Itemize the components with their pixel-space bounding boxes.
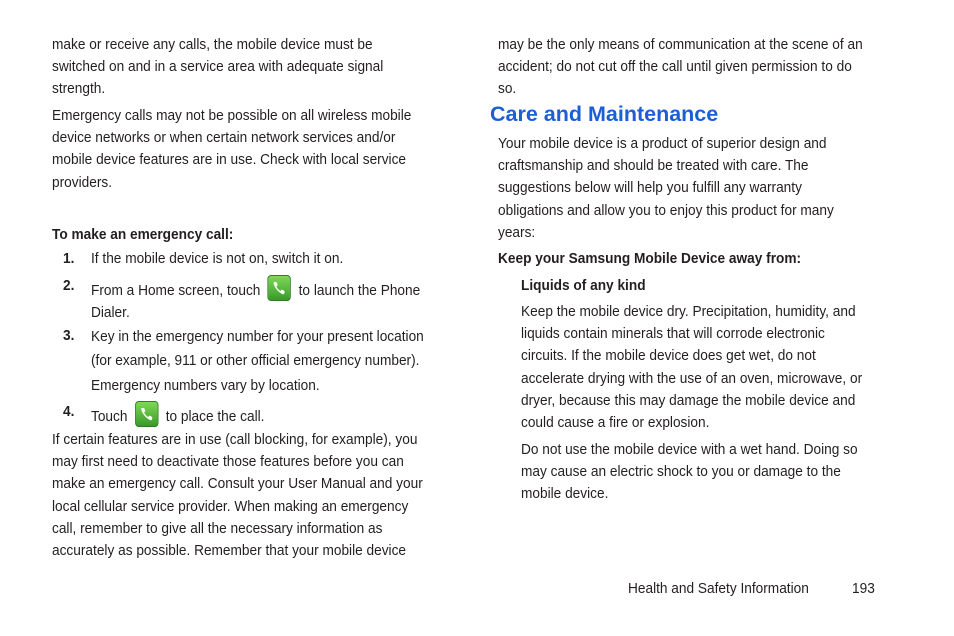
emergency-call-subheading: To make an emergency call: bbox=[52, 226, 234, 243]
left-paragraph-1: make or receive any calls, the mobile device must be switched on and in a service area with adequate signal strength. bbox=[52, 36, 384, 98]
step-2-text: From a Home screen, touch to launch the Phone Dialer. bbox=[91, 275, 420, 324]
care-maintenance-heading: Care and Maintenance bbox=[490, 102, 719, 126]
footer-section-title: Health and Safety Information bbox=[628, 580, 809, 597]
page-number: 193 bbox=[852, 580, 875, 597]
liquids-subheading: Liquids of any kind bbox=[521, 277, 646, 294]
step-1-text: If the mobile device is not on, switch it on. bbox=[91, 250, 344, 267]
care-intro-paragraph: Your mobile device is a product of superior design and craftsmanship and should be treated with care. The suggestions below will help you fulfill any warranty obligations and allow you to enjoy this product for many years: bbox=[498, 135, 834, 241]
step-3-text: Key in the emergency number for your present location (for example, 911 or other official emergency number). Emergency numbers vary by location. bbox=[91, 328, 424, 394]
left-paragraph-3: If certain features are in use (call blocking, for example), you may first need to deactivate those features before you can make an emergency call. Consult your User Manual and your local cellular service provider. When making an emergency call, remember to give all the necessary information as accurately as possible. Remember that your mobile device bbox=[52, 431, 423, 560]
step-3-number: 3. bbox=[63, 327, 75, 344]
right-paragraph-continued: may be the only means of communication at the scene of an accident; do not cut off the call until given permission to do so. bbox=[498, 36, 863, 98]
left-paragraph-2: Emergency calls may not be possible on all wireless mobile device networks or when certain network services and/or mobile device features are in use. Check with local service providers. bbox=[52, 107, 412, 191]
step-4-before-icon: Touch bbox=[91, 408, 128, 425]
step-4-number: 4. bbox=[63, 403, 75, 420]
liquids-paragraph-2: Do not use the mobile device with a wet hand. Doing so may cause an electric shock to you or damage to the mobile device. bbox=[521, 441, 858, 503]
phone-dialer-icon bbox=[268, 275, 291, 301]
step-4-text bbox=[91, 401, 264, 428]
step-4-after-icon: to place the call. bbox=[165, 408, 265, 425]
keep-away-subheading: Keep your Samsung Mobile Device away from: bbox=[498, 250, 802, 267]
step-2-after-icon: to launch the Phone bbox=[298, 282, 421, 299]
step-2-number: 2. bbox=[63, 277, 75, 294]
step-2-before-icon: From a Home screen, touch bbox=[91, 282, 261, 299]
step-1-number: 1. bbox=[63, 250, 75, 267]
liquids-paragraph-1: Keep the mobile device dry. Precipitation, humidity, and liquids contain minerals that will corrode electronic circuits. If the mobile device does get wet, do not accelerate drying with the use of an oven, microwave, or dryer, because this may damage the mobile device and could cause a fire or explosion. bbox=[521, 303, 863, 432]
phone-dialer-icon bbox=[135, 401, 158, 427]
